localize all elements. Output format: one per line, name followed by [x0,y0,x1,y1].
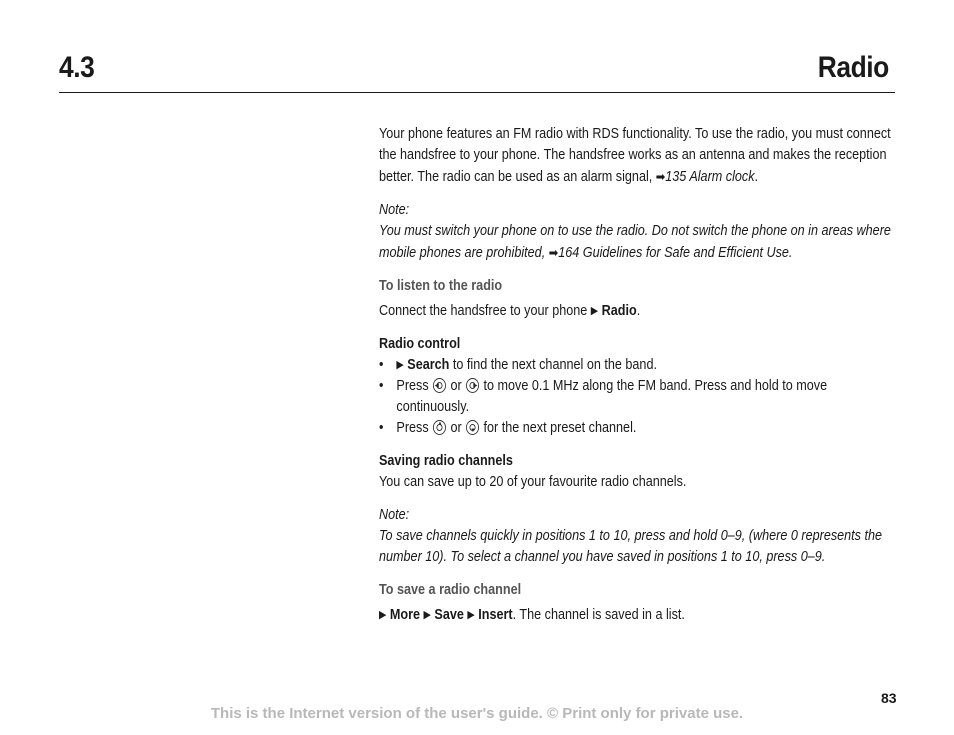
saving-section [379,451,894,493]
listen-text: Connect the handsfree to your phone [379,303,588,319]
reference-arrow-icon: ➡ [548,245,559,260]
list-item-text: to find the next channel on the band. [452,357,657,373]
note-2 [379,505,894,568]
save-channel-section [379,580,894,626]
intro-text: Your phone features an FM radio with RDS functionality. To use the radio, you must connect the handsfree to your phone. The handsfree works as an antenna and makes the reception better. The radio can be used as an alarm signal, [379,126,891,185]
menu-arrow-icon: ▶ [423,609,431,621]
radio-menu-item: Radio [601,303,637,319]
menu-arrow-icon: ▶ [467,609,475,621]
note-text: You must switch your phone on to use the radio. Do not switch the phone on in areas where mobile phones are prohibited, [379,223,891,261]
menu-arrow-icon: ▶ [379,609,387,621]
navigation-up-key-icon: ▲ [433,420,446,435]
list-item [379,376,894,418]
navigation-left-key-icon: ◀ [433,378,446,393]
list-item-text: or [450,420,462,436]
navigation-right-key-icon: ▶ [466,378,479,393]
note-text: To save channels quickly in positions 1 to 10, press and hold 0–9, (where 0 represents the number 10). To select a channel you have saved in positions 1 to 10, press 0–9. [379,528,883,565]
note-end: . [788,245,793,261]
listen-end: . [636,303,641,319]
list-item-text: Press [396,378,429,394]
note-label: Note: [379,202,410,218]
reference-arrow-icon: ➡ [655,169,666,184]
menu-arrow-icon: ▶ [590,305,599,317]
list-item-text: for the next preset channel. [483,420,637,436]
radio-control-list [379,355,894,439]
note-label: Note: [379,507,410,523]
alarm-clock-link[interactable]: 135 Alarm clock [665,169,755,185]
save-text: . The channel is saved in a list. [512,607,685,623]
list-item [379,355,894,376]
saving-heading: Saving radio channels [379,453,513,469]
page-title: Radio [817,51,889,84]
listen-heading: To listen to the radio [379,278,503,294]
radio-control-section [379,334,894,439]
menu-arrow-icon: ▶ [396,359,404,371]
radio-control-heading: Radio control [379,336,461,352]
list-item-text: Press [396,420,429,436]
intro-paragraph [379,124,894,188]
list-item-text: or [450,378,462,394]
search-menu-item: Search [407,357,450,373]
insert-menu-item: Insert [478,607,513,623]
save-channel-heading: To save a radio channel [379,582,522,598]
saving-text: You can save up to 20 of your favourite radio channels. [379,474,687,490]
section-number: 4.3 [59,51,95,84]
footer-notice: This is the Internet version of the user's guide. © Print only for private use. [210,705,744,722]
note-1 [379,200,894,264]
intro-end: . [754,169,759,185]
section-header [59,50,895,93]
guidelines-link[interactable]: 164 Guidelines for Safe and Efficient Use [558,245,789,261]
more-menu-item: More [389,607,421,623]
page-number: 83 [881,690,897,706]
list-item [379,418,894,439]
list-item-text: to move 0.1 MHz along the FM band. Press and hold to move continuously. [396,378,828,415]
main-content [379,124,894,626]
listen-section [379,276,894,322]
save-menu-item: Save [434,607,464,623]
navigation-down-key-icon: ▼ [466,420,479,435]
